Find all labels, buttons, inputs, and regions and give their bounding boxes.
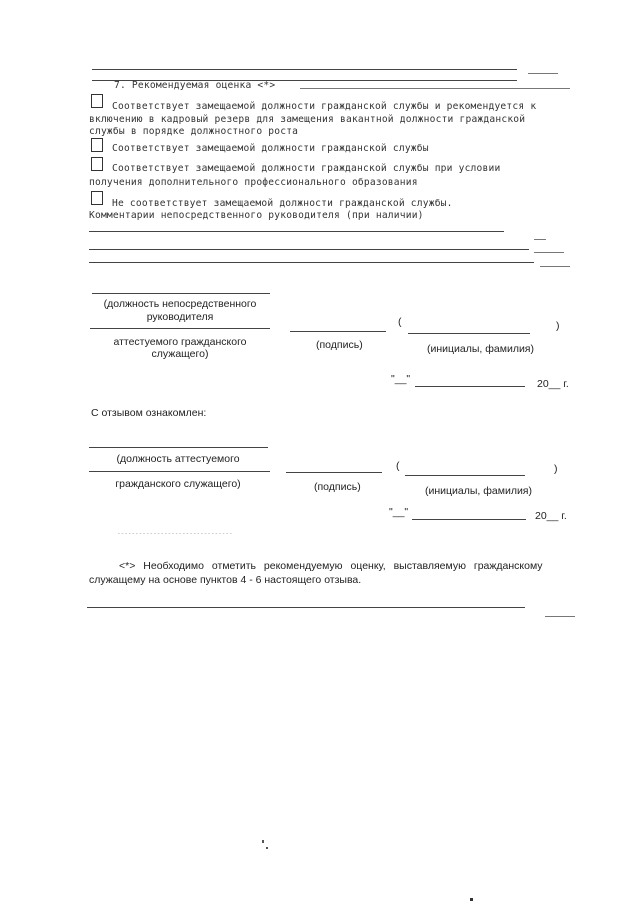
- supervisor-signature-label: (подпись): [316, 339, 363, 351]
- employee-position-line-1[interactable]: [89, 447, 268, 448]
- employee-name-label: (инициалы, фамилия): [425, 485, 532, 497]
- supervisor-position-line-2[interactable]: [90, 328, 270, 329]
- supervisor-open-paren: (: [398, 316, 402, 328]
- option-2-text: Соответствует замещаемой должности гражданской службы: [112, 143, 429, 154]
- supervisor-position-line-1[interactable]: [92, 293, 270, 294]
- supervisor-signature-line[interactable]: [290, 331, 386, 332]
- checkbox-option-4[interactable]: [91, 191, 103, 205]
- supervisor-date-line[interactable]: [415, 386, 525, 387]
- employee-date-quote: "__": [389, 506, 409, 518]
- comment-line-1[interactable]: [89, 231, 504, 232]
- footnote-separator: --------------------------------: [117, 530, 233, 537]
- footnote-line-2: служащему на основе пунктов 4 - 6 настоящего отзыва.: [89, 574, 362, 586]
- comment-line-3[interactable]: [89, 262, 534, 263]
- supervisor-position-label-2: руководителя: [146, 311, 214, 323]
- employee-position-label-1: (должность аттестуемого: [116, 453, 240, 465]
- comment-line-1b: [534, 239, 546, 240]
- employee-signature-label: (подпись): [314, 481, 361, 493]
- scan-speck-3: [470, 898, 473, 901]
- employee-date-line[interactable]: [412, 519, 526, 520]
- option-3-line-1: Соответствует замещаемой должности гражданской службы при условии: [112, 163, 501, 174]
- heading-rule: [300, 88, 570, 89]
- supervisor-position-label-1: (должность непосредственного: [103, 298, 257, 310]
- supervisor-date-year: 20__ г.: [537, 378, 569, 390]
- bottom-rule-b: [545, 616, 575, 617]
- option-1-line-3: службы в порядке должностного роста: [89, 126, 299, 137]
- acknowledged-label: С отзывом ознакомлен:: [91, 407, 207, 419]
- checkbox-option-3[interactable]: [91, 157, 103, 171]
- scan-speck-1: [262, 840, 264, 843]
- section-heading: 7. Рекомендуемая оценка <*>: [114, 80, 276, 91]
- checkbox-option-2[interactable]: [91, 138, 103, 152]
- employee-position-label-2: гражданского служащего): [115, 478, 241, 490]
- top-rule-1: [92, 69, 517, 70]
- supervisor-name-line[interactable]: [408, 333, 530, 334]
- employee-position-line-2[interactable]: [89, 471, 270, 472]
- checkbox-option-1[interactable]: [91, 94, 103, 108]
- supervisor-position-label-3: аттестуемого гражданского: [113, 336, 247, 348]
- scan-speck-2: [266, 847, 268, 849]
- option-3-line-2: получения дополнительного профессионального образования: [89, 177, 418, 188]
- employee-signature-line[interactable]: [286, 472, 382, 473]
- supervisor-date-quote: "__": [391, 373, 411, 385]
- option-1-line-1: Соответствует замещаемой должности гражданской службы и рекомендуется к: [112, 101, 537, 112]
- employee-name-line[interactable]: [405, 475, 525, 476]
- comment-line-3b: [540, 266, 570, 267]
- option-1-line-2: включению в кадровый резерв для замещения вакантной должности гражданской: [89, 114, 526, 125]
- supervisor-close-paren: ): [556, 320, 560, 332]
- bottom-rule: [87, 607, 525, 608]
- comment-line-2[interactable]: [89, 249, 529, 250]
- top-rule-1b: [528, 73, 558, 74]
- option-4-text: Не соответствует замещаемой должности гражданской службы.: [112, 198, 453, 209]
- employee-open-paren: (: [396, 460, 400, 472]
- comment-line-2b: [534, 252, 564, 253]
- supervisor-position-label-4: служащего): [151, 348, 209, 360]
- comments-label: Комментарии непосредственного руководителя (при наличии): [89, 210, 424, 221]
- employee-close-paren: ): [554, 463, 558, 475]
- footnote-line-1: <*> Необходимо отметить рекомендуемую оценку, выставляемую гражданскому: [119, 560, 543, 572]
- employee-date-year: 20__ г.: [535, 510, 567, 522]
- supervisor-name-label: (инициалы, фамилия): [427, 343, 534, 355]
